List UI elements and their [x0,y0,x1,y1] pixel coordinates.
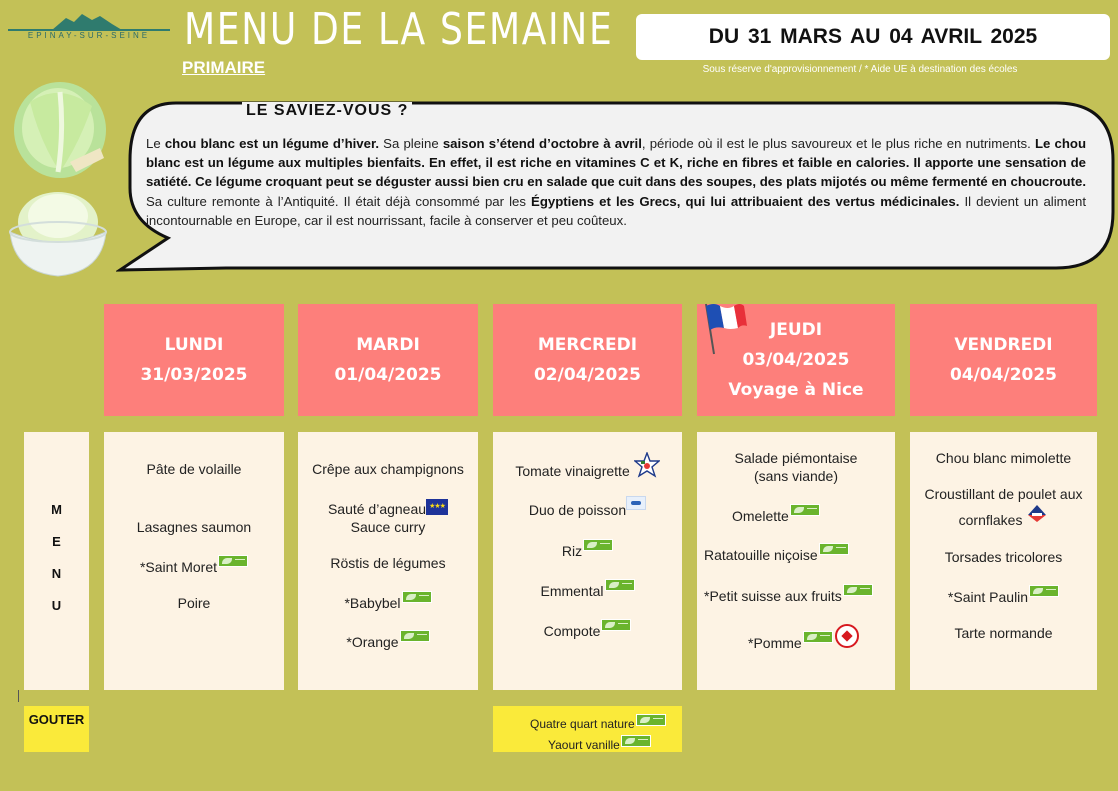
menu-item: Salade piémontaise [734,450,858,466]
menu-item: Emmental [493,582,682,600]
menu-letter: M [51,502,62,517]
organic-label-icon [583,539,613,551]
info-text-segment: , période où il est le plus savoureux et le plus riche en nutriments. [641,136,1035,151]
gouter-label: GOUTER [24,706,89,752]
organic-label-icon [601,619,631,631]
cabbage-image [10,72,110,180]
day-header-vendredi [910,304,1097,416]
menu-item: *Saint Paulin [910,588,1097,606]
organic-label-icon [402,591,432,603]
menu-column-lundi [104,432,284,690]
organic-label-icon [218,555,248,567]
organic-label-icon [605,579,635,591]
menu-item: *Petit suisse aux fruits [704,587,873,605]
menu-item: Tarte normande [954,625,1053,641]
info-title: LE SAVIEZ-VOUS ? [242,102,412,120]
info-text-segment: Le chou blanc est un légume aux multiples bienfaits. En effet, il est riche en vitamines C et K, riche en fibres et faible en calories. Il apporte une sensation de satiété. Ce légume croquant peut se déguster aussi bien cru en salade que cuit dans des soupes, des plats mijotés ou même fermenté en choucroute. [146,136,1087,190]
divider [18,690,19,702]
day-theme: Voyage à Nice [728,380,864,400]
menu-label-column [24,432,89,690]
menu-item: Röstis de légumes [330,555,446,571]
day-date: 04/04/2025 [949,365,1058,385]
logo-text: EPINAY-SUR-SEINE [27,31,151,40]
day-name: LUNDI [164,335,224,355]
made-in-restaurant-icon [634,452,660,478]
week-dates: DU 31 MARS AU 04 AVRIL 2025 [636,14,1110,60]
menu-item: Croustillant de poulet aux [924,486,1083,502]
eu-flag-icon: ★★★ [426,499,448,515]
menu-item: Torsades tricolores [944,549,1063,565]
shredded-cabbage-bowl-image [6,186,110,278]
menu-item: (sans viande) [753,468,839,484]
menu-item: *Pomme [748,634,859,658]
menu-item: Duo de poisson [493,501,682,519]
menu-item: Omelette [732,507,820,525]
viande-bovine-francaise-icon [1026,503,1048,523]
gouter-item: Yaourt vanille [548,738,651,752]
info-text-segment: chou blanc est un légume d’hiver. [164,136,380,151]
info-text-segment: Sa culture remonte à l’Antiquité. Il était déjà consommé par les [146,193,532,209]
menu-item: Riz [493,542,682,560]
menu-column-mercredi [493,432,682,690]
menu-item: Chou blanc mimolette [935,450,1072,466]
menu-item: Crêpe aux champignons [312,461,464,477]
msc-fish-label-icon [626,496,646,510]
menu-item: *Orange [298,633,478,651]
info-text-segment: Le [146,136,165,151]
day-date: 01/04/2025 [334,365,442,385]
school-level: PRIMAIRE [182,58,266,77]
menu-item: Sauce curry [350,519,426,535]
info-text [146,134,1086,230]
day-date: 31/03/2025 [140,365,248,385]
day-name: MERCREDI [537,335,638,355]
menu-item: *Babybel [298,594,478,612]
info-text-segment: saison s’étend d’octobre à avril [442,136,642,151]
organic-label-icon [636,714,666,726]
organic-label-icon [819,543,849,555]
menu-item: Poire [177,595,211,611]
info-text-segment: Il devient un aliment incontournable en Europe, car il est nourrissant, facile à conserver et peu coûteux. [146,193,1086,228]
menu-item: *Saint Moret [104,558,284,576]
menu-letter: N [51,566,62,581]
menu-letter: U [51,598,62,613]
day-name: MARDI [356,335,420,355]
info-text-segment: Sa pleine [379,136,443,151]
france-flag-icon [702,300,748,356]
organic-label-icon [621,735,651,747]
menu-item: Pâte de volaille [146,461,242,477]
organic-label-icon [790,504,820,516]
organic-label-icon [803,631,833,643]
day-name: VENDREDI [954,335,1053,355]
organic-label-icon [1029,585,1059,597]
gouter-menu [493,706,682,752]
day-name: JEUDI [769,320,823,340]
menu-column-mardi [298,432,478,690]
aop-label-icon [835,624,859,648]
menu-item: Sauté d’agneau ★★★ [298,500,478,518]
menu-item: Lasagnes saumon [136,519,252,535]
organic-label-icon [400,630,430,642]
menu-item: Ratatouille niçoise [704,546,849,564]
menu-item: cornflakes [910,511,1097,531]
supply-note: Sous réserve d'approvisionnement / * Aide UE à destination des écoles [702,64,1018,75]
menu-item: Compote [493,622,682,640]
gouter-item: Quatre quart nature [530,717,666,731]
menu-item: Tomate vinaigrette [493,462,682,488]
day-header-mercredi [493,304,682,416]
day-header-lundi [104,304,284,416]
menu-letter: E [52,534,61,549]
day-date: 03/04/2025 [742,350,850,370]
day-date: 02/04/2025 [533,365,642,385]
info-text-segment: Égyptiens et les Grecs, qui lui attribuaient des vertus médicinales. [531,193,960,209]
menu-column-vendredi [910,432,1097,690]
day-header-mardi [298,304,478,416]
page-title: MENU DE LA SEMAINE [184,4,614,55]
menu-column-jeudi [697,432,895,690]
city-logo [8,10,170,44]
organic-label-icon [843,584,873,596]
